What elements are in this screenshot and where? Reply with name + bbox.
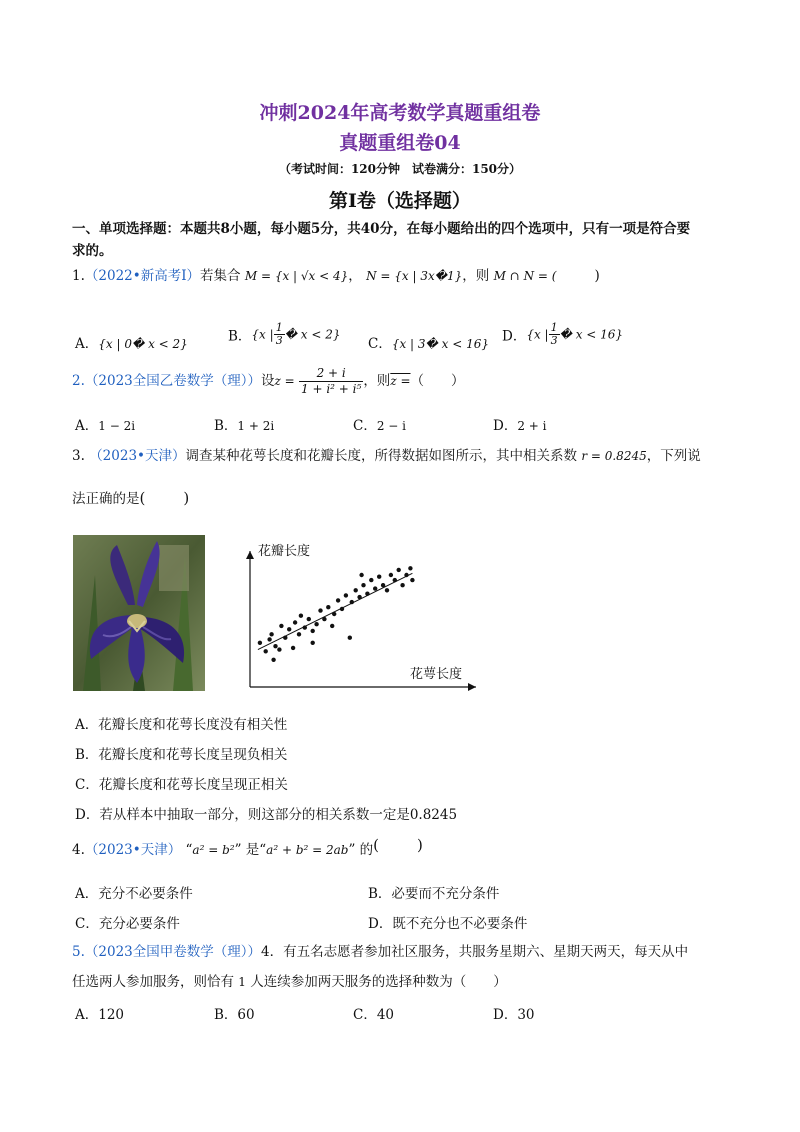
question-5-line2 [72,972,507,992]
q2-z-eq: z = [274,374,295,388]
scatter-point [307,617,311,621]
q4-cond2: a² + b² = 2ab [266,843,349,857]
scatter-plot [230,535,480,695]
scatter-point [369,578,373,582]
q2-text-b: ，则 [363,373,391,389]
option-label: A． [75,886,99,902]
option-text: 120 [98,1007,125,1023]
option-math: {x | [251,327,274,342]
q1-number: 1. [72,268,85,284]
scatter-point [267,637,271,641]
q5-option-c[interactable] [353,1003,394,1023]
q1-option-a[interactable] [75,332,188,352]
q4-number: 4. [72,842,85,858]
frac-denominator: 3 [275,334,283,347]
scatter-point [311,641,315,645]
q2-paren: （ ） [410,373,465,389]
option-label: B． [75,747,99,763]
scatter-point [287,627,291,631]
scatter-point [389,573,393,577]
option-math: {x | 0� x < 2} [98,337,188,351]
option-label: C． [75,777,99,793]
q4-source: （2023•天津） [84,842,182,858]
q4-quote-close: ” [234,842,242,858]
option-text: 花瓣长度和花萼长度呈现负相关 [98,747,288,763]
section-heading-line2: 求的。 [72,243,113,259]
x-axis-arrow [468,683,476,691]
scatter-point [385,588,389,592]
q2-zbar: z = [390,374,411,388]
scatter-point [326,605,330,609]
option-label: A． [75,418,99,434]
option-math: 1 − 2i [98,419,136,433]
q4-text-mid: 是 [245,842,260,858]
q2-fraction [299,366,363,397]
title-line1: 冲刺2024年高考数学真题重组卷 [259,102,541,124]
scatter-point [264,649,268,653]
option-label: B． [214,418,238,434]
option-label: A． [75,717,99,733]
frac-numerator: 1 [275,321,283,334]
scatter-point [330,624,334,628]
q3-line2-text: 法正确的是 [72,491,140,507]
q1-option-d[interactable] [502,322,623,347]
option-math: {x | 3� x < 16} [391,337,490,351]
option-text: 必要而不充分条件 [391,886,500,902]
option-math: � x < 2} [284,327,341,342]
option-math: � x < 16} [559,327,624,342]
option-label: D． [493,418,518,434]
option-text: 既不充分也不必要条件 [392,916,528,932]
option-label: C． [353,1007,377,1023]
q3-option-d[interactable] [75,803,457,823]
q3-paren-open: ( [139,489,146,507]
scatter-points [258,566,415,662]
q4-text-end: 的 [359,842,374,858]
q5-source: （2023全国甲卷数学（理）） [84,944,261,960]
q3-r-expr: r = 0.8245 [581,449,647,463]
scatter-svg [230,535,480,695]
scatter-point [271,658,275,662]
scatter-point [410,578,414,582]
option-label: B． [214,1007,238,1023]
option-text: 充分不必要条件 [98,886,193,902]
q1-option-b[interactable] [228,322,341,347]
title-line2: 真题重组卷04 [339,132,461,154]
option-math: 2 − i [376,419,406,433]
scatter-point [373,586,377,590]
q3-option-a[interactable] [75,713,287,733]
option-label: A． [75,336,99,352]
q4-option-d[interactable] [368,912,527,932]
q1-set-m: M = {x | √x < 4} [244,269,349,283]
q2-source: （2023全国乙卷数学（理）） [84,373,261,389]
q3-source: （2023•天津） [89,448,186,464]
q1-text-a: 若集合 [200,268,241,284]
q1-sep: ， [348,268,362,284]
option-label: D． [368,916,393,932]
option-fraction [274,322,285,347]
q3-text-b: ，下列说 [646,448,701,464]
scatter-point [273,644,277,648]
q1-option-c[interactable] [368,332,489,352]
option-label: D． [502,328,527,345]
q2-number: 2. [72,373,85,389]
y-axis-arrow [246,551,254,559]
option-label: C． [75,916,99,932]
frac-numerator: 1 [550,321,558,334]
scatter-point [297,632,301,636]
question-5 [72,942,688,962]
option-text: 充分必要条件 [98,916,180,932]
question-2 [72,366,465,397]
option-text: 花瓣长度和花萼长度没有相关性 [98,717,288,733]
scatter-point [354,588,358,592]
question-4 [72,835,423,860]
scatter-point [336,598,340,602]
scatter-point [344,593,348,597]
option-text: 30 [517,1007,535,1023]
frac-numerator: 2 + i [299,366,363,382]
q5-line2a: 任选两人参加服务，则恰有 [72,974,234,990]
q1-set-n: N = {x | 3x�1} [366,269,463,283]
q4-cond1: a² = b² [192,843,235,857]
q4-option-a[interactable] [75,882,193,902]
q4-paren-close: ) [417,836,423,854]
scatter-point [359,573,363,577]
scatter-point [258,641,262,645]
option-label: D． [75,807,100,823]
option-label: B． [368,886,392,902]
option-text: 60 [237,1007,255,1023]
scatter-point [408,566,412,570]
iris-photo-illustration [73,535,205,691]
frac-denominator: 3 [550,334,558,347]
option-label: A． [75,1007,99,1023]
q4-option-c[interactable] [75,912,180,932]
iris-flower-photo [73,535,205,691]
q3-number: 3. [72,448,85,464]
scatter-point [279,624,283,628]
scatter-point [361,583,365,587]
option-text: 花瓣长度和花萼长度呈现正相关 [98,777,288,793]
scatter-point [311,629,315,633]
option-math: {x | [526,327,549,342]
scatter-point [291,646,295,650]
q1-source: （2022•新高考Ⅰ） [84,268,201,284]
q1-text-b: ，则 [462,268,490,284]
section-heading [72,218,732,262]
scatter-point [348,636,352,640]
q5-number: 5. [72,944,85,960]
q3-text-a: 调查某种花萼长度和花瓣长度，所得数据如图所示，其中相关系数 [185,448,578,464]
option-label: D． [493,1007,518,1023]
q2-option-d[interactable] [493,414,546,434]
q5-option-b[interactable] [214,1003,255,1023]
scatter-point [397,568,401,572]
section-heading-line1: 一、单项选择题：本题共8小题，每小题5分，共40分，在每小题给出的四个选项中，只有一项是符合要 [72,221,691,237]
q1-expr: M ∩ N = ( [493,269,557,283]
x-axis-label: 花萼长度 [410,667,463,682]
q2-option-c[interactable] [353,414,406,434]
q4-option-b[interactable] [368,882,499,902]
q5-one: 1 [238,975,246,989]
option-math: 2 + i [517,419,547,433]
exam-info: （考试时间：120分钟 试卷满分：150分） [278,162,522,176]
scatter-point [269,632,273,636]
option-label: C． [353,418,377,434]
q3-paren-close: ) [183,489,190,507]
q4-paren-open: ( [373,836,380,854]
q3-option-b[interactable] [75,743,287,763]
scatter-point [299,614,303,618]
q4-quote-open-2: “ [259,842,267,858]
y-axis-label: 花瓣长度 [258,544,311,559]
option-math: 1 + 2i [237,419,275,433]
scatter-point [400,583,404,587]
q2-option-b[interactable] [214,414,274,434]
q3-option-c[interactable] [75,773,288,793]
q5-option-d[interactable] [493,1003,535,1023]
scatter-point [293,620,297,624]
q5-line2b: 人连续参加两天服务的选择种数为（ ） [250,974,507,990]
q4-quote-open: “ [185,842,193,858]
question-3-line2 [72,488,189,509]
q2-text-a: 设 [261,373,275,389]
part-title: 第I卷（选择题） [329,190,471,212]
question-1 [72,266,600,286]
q5-option-a[interactable] [75,1003,124,1023]
q5-line1: 4．有五名志愿者参加社区服务，共服务星期六、星期天两天，每天从中 [261,944,689,960]
question-3 [72,446,701,466]
option-label: C． [368,336,392,352]
option-text: 若从样本中抽取一部分，则这部分的相关系数一定是0.8245 [99,807,458,823]
scatter-point [318,608,322,612]
scatter-point [314,622,318,626]
scatter-point [277,647,281,651]
option-label: B． [228,328,252,345]
option-fraction [549,322,560,347]
q1-close: ) [594,268,600,284]
q4-quote-close-2: ” [348,842,356,858]
frac-denominator: 1 + i² + i⁵ [301,382,362,396]
option-text: 40 [376,1007,395,1023]
trend-line [258,573,413,649]
q2-option-a[interactable] [75,414,135,434]
scatter-point [377,575,381,579]
